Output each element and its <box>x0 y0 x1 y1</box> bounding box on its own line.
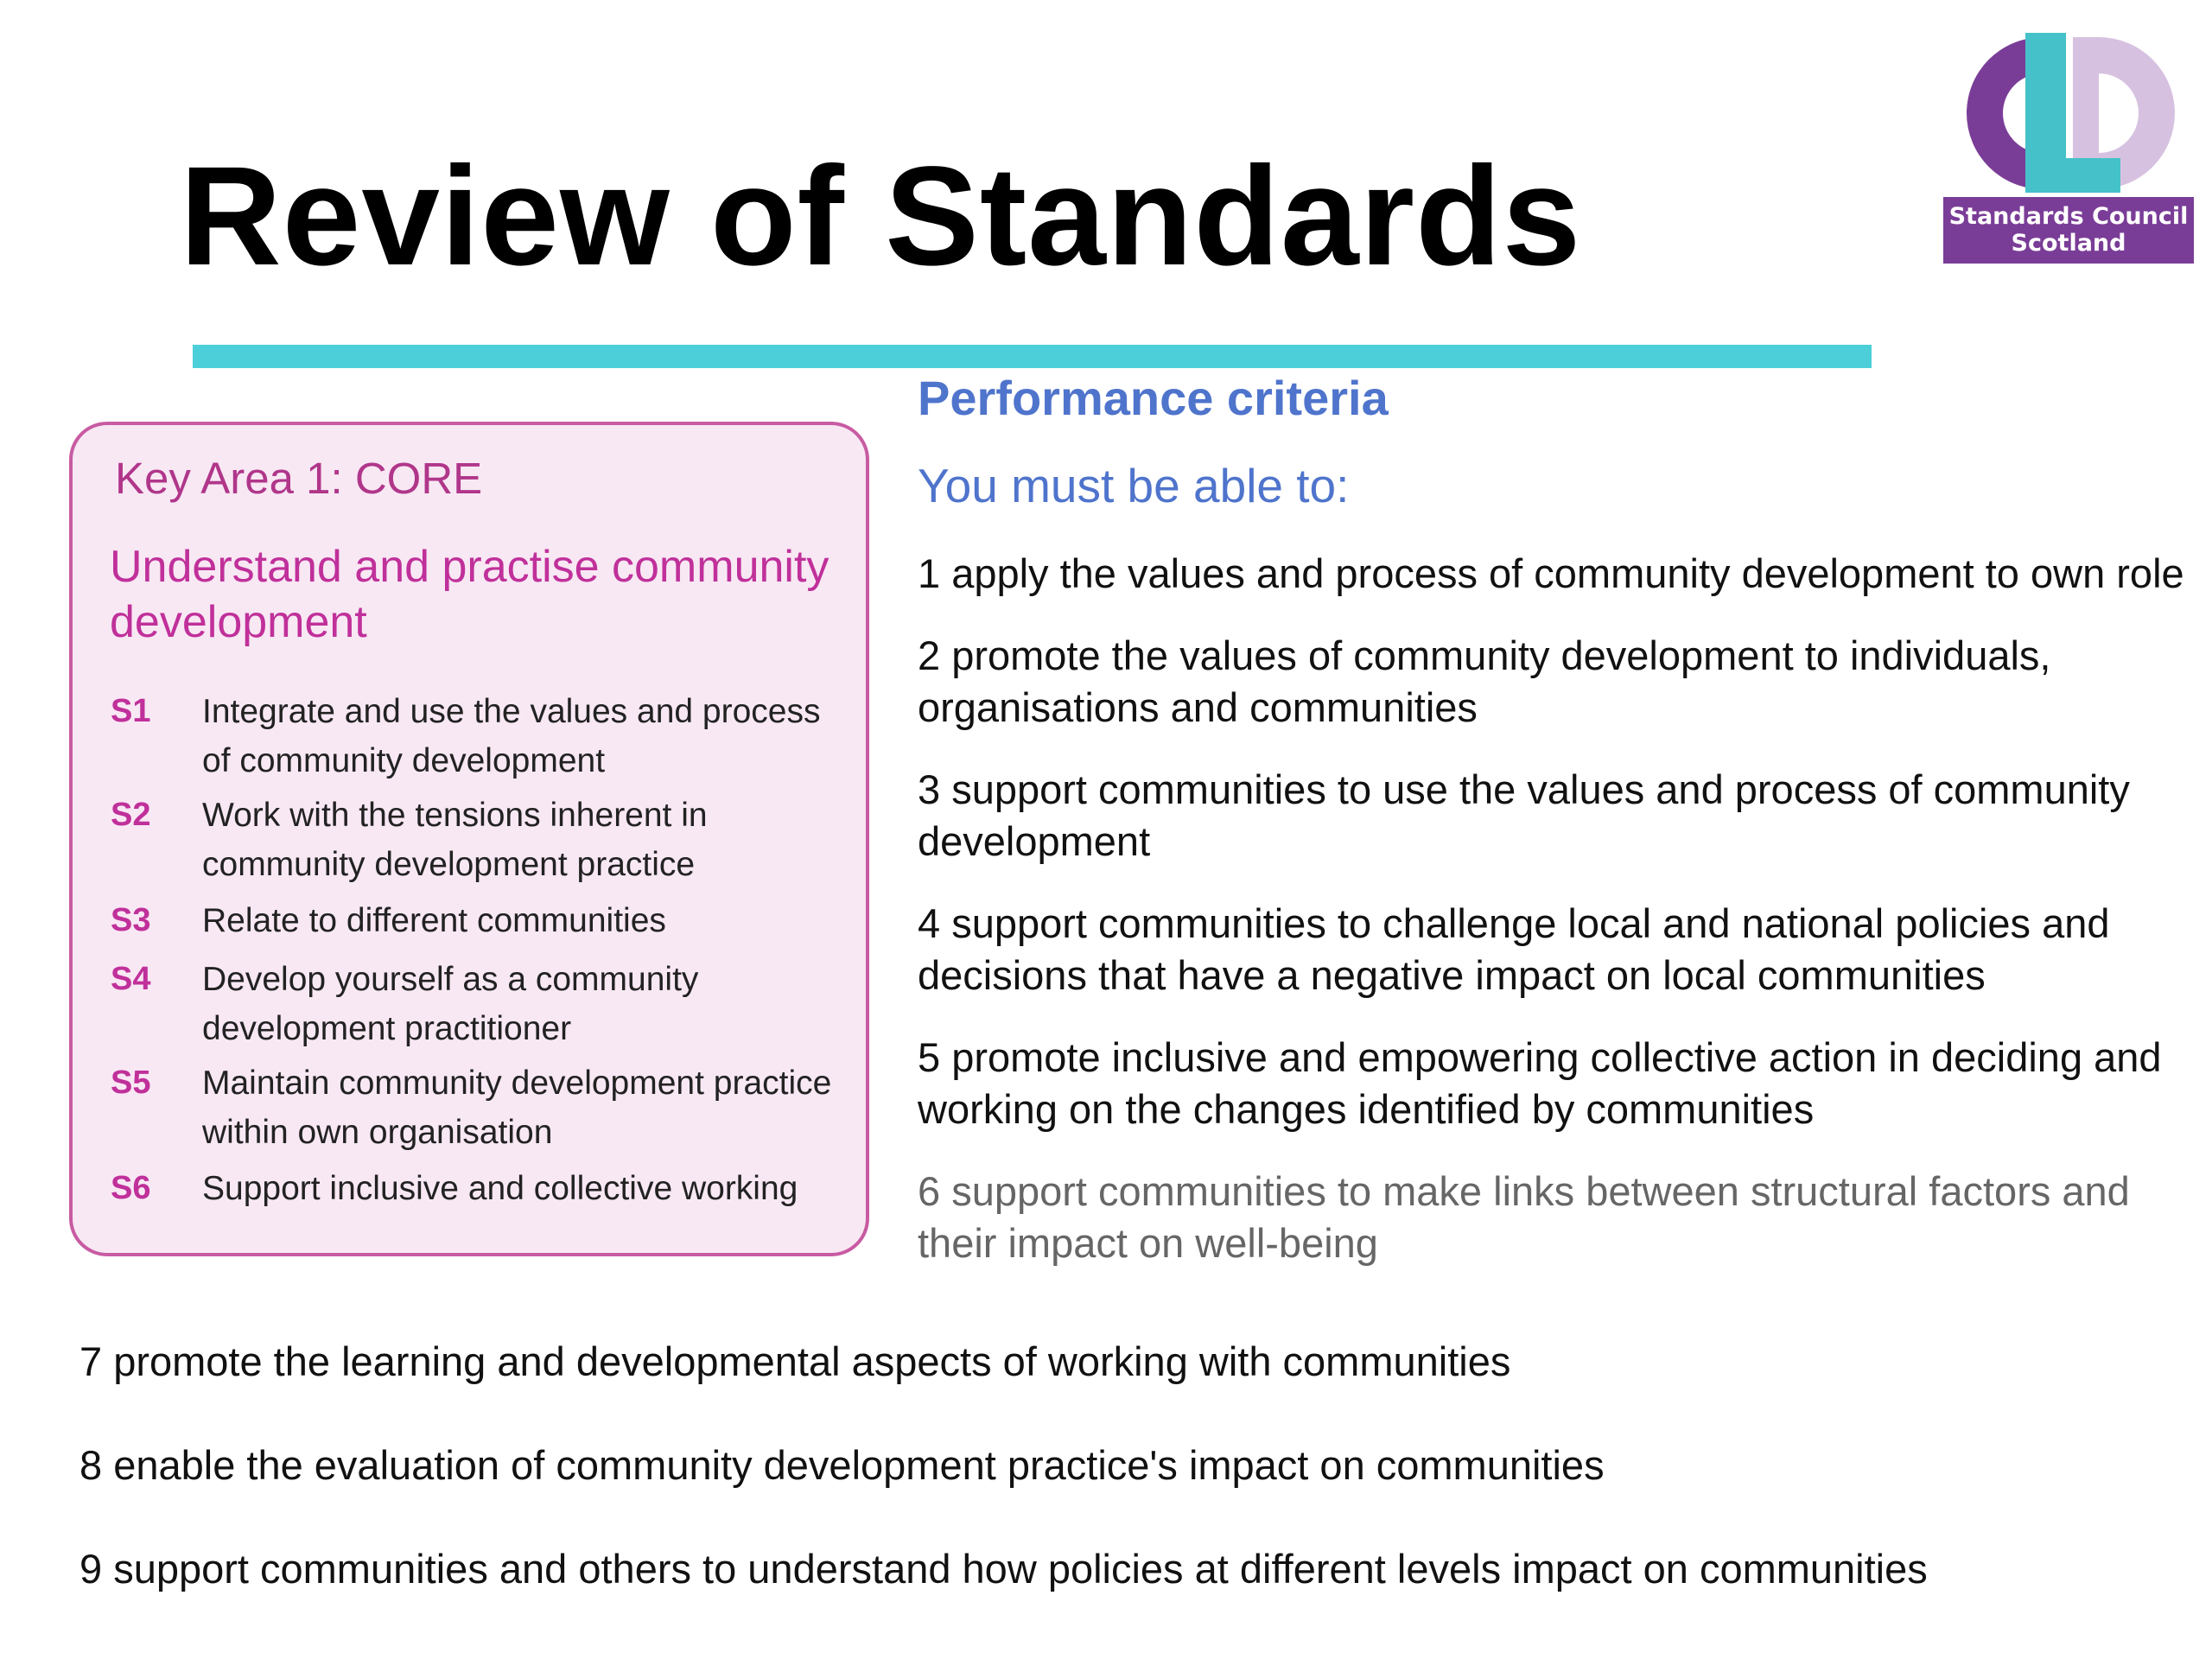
logo-text-line1: Standards Council <box>1948 203 2189 230</box>
logo-caption <box>1943 197 2194 264</box>
standard-item <box>111 791 854 889</box>
criterion-7: 7 promote the learning and developmental aspects of working with communities <box>79 1338 1511 1384</box>
standard-code: S1 <box>111 693 151 729</box>
criterion-1: 1 apply the values and process of community development to own role <box>918 550 2184 596</box>
key-area-label: Key Area 1: CORE <box>115 454 483 503</box>
standard-item <box>111 1164 854 1214</box>
standard-code: S5 <box>111 1065 151 1101</box>
criterion-9: 9 support communities and others to understand how policies at different levels impact on communities <box>79 1546 1928 1592</box>
standards-council-logo <box>1943 29 2194 264</box>
cld-logo-mark-icon <box>1943 29 2194 193</box>
criteria-list <box>918 548 2195 1300</box>
standard-item <box>111 955 854 1053</box>
standard-text: Develop yourself as a community development practitioner <box>202 961 699 1047</box>
standard-text: Support inclusive and collective working <box>202 1170 798 1207</box>
logo-text-line2: Scotland <box>2011 230 2126 257</box>
standard-code: S2 <box>111 797 151 833</box>
standard-item <box>111 687 854 785</box>
criterion-5: 5 promote inclusive and empowering collective action in deciding and working on the changes identified by communities <box>918 1034 2162 1132</box>
standard-item <box>111 1058 854 1157</box>
performance-criteria-heading: Performance criteria <box>918 371 1389 425</box>
standard-code: S6 <box>111 1170 151 1206</box>
criterion-3: 3 support communities to use the values and process of community development <box>918 766 2130 864</box>
criterion-2: 2 promote the values of community development to individuals, organisations and communities <box>918 632 2051 730</box>
standard-text: Relate to different communities <box>202 902 666 939</box>
standard-text: Integrate and use the values and process of community development <box>202 693 821 779</box>
standard-code: S4 <box>111 961 151 997</box>
criterion-8: 8 enable the evaluation of community development practice's impact on communities <box>79 1442 1605 1488</box>
standard-text: Work with the tensions inherent in community development practice <box>202 797 708 883</box>
standards-list <box>111 687 854 1214</box>
standard-code: S3 <box>111 902 151 938</box>
key-area-heading: Understand and practise community development <box>110 542 830 647</box>
criterion-6: 6 support communities to make links between structural factors and their impact on well-being <box>918 1168 2130 1266</box>
standard-item <box>111 896 854 946</box>
title-divider <box>193 345 1872 368</box>
slide-title: Review of Standards <box>180 137 1582 295</box>
performance-intro: You must be able to: <box>918 459 1350 512</box>
standard-text: Maintain community development practice within own organisation <box>202 1065 832 1151</box>
criterion-4: 4 support communities to challenge local and national policies and decisions that have a negative impact on local communities <box>918 900 2110 998</box>
criteria-list-bottom <box>79 1336 2188 1647</box>
